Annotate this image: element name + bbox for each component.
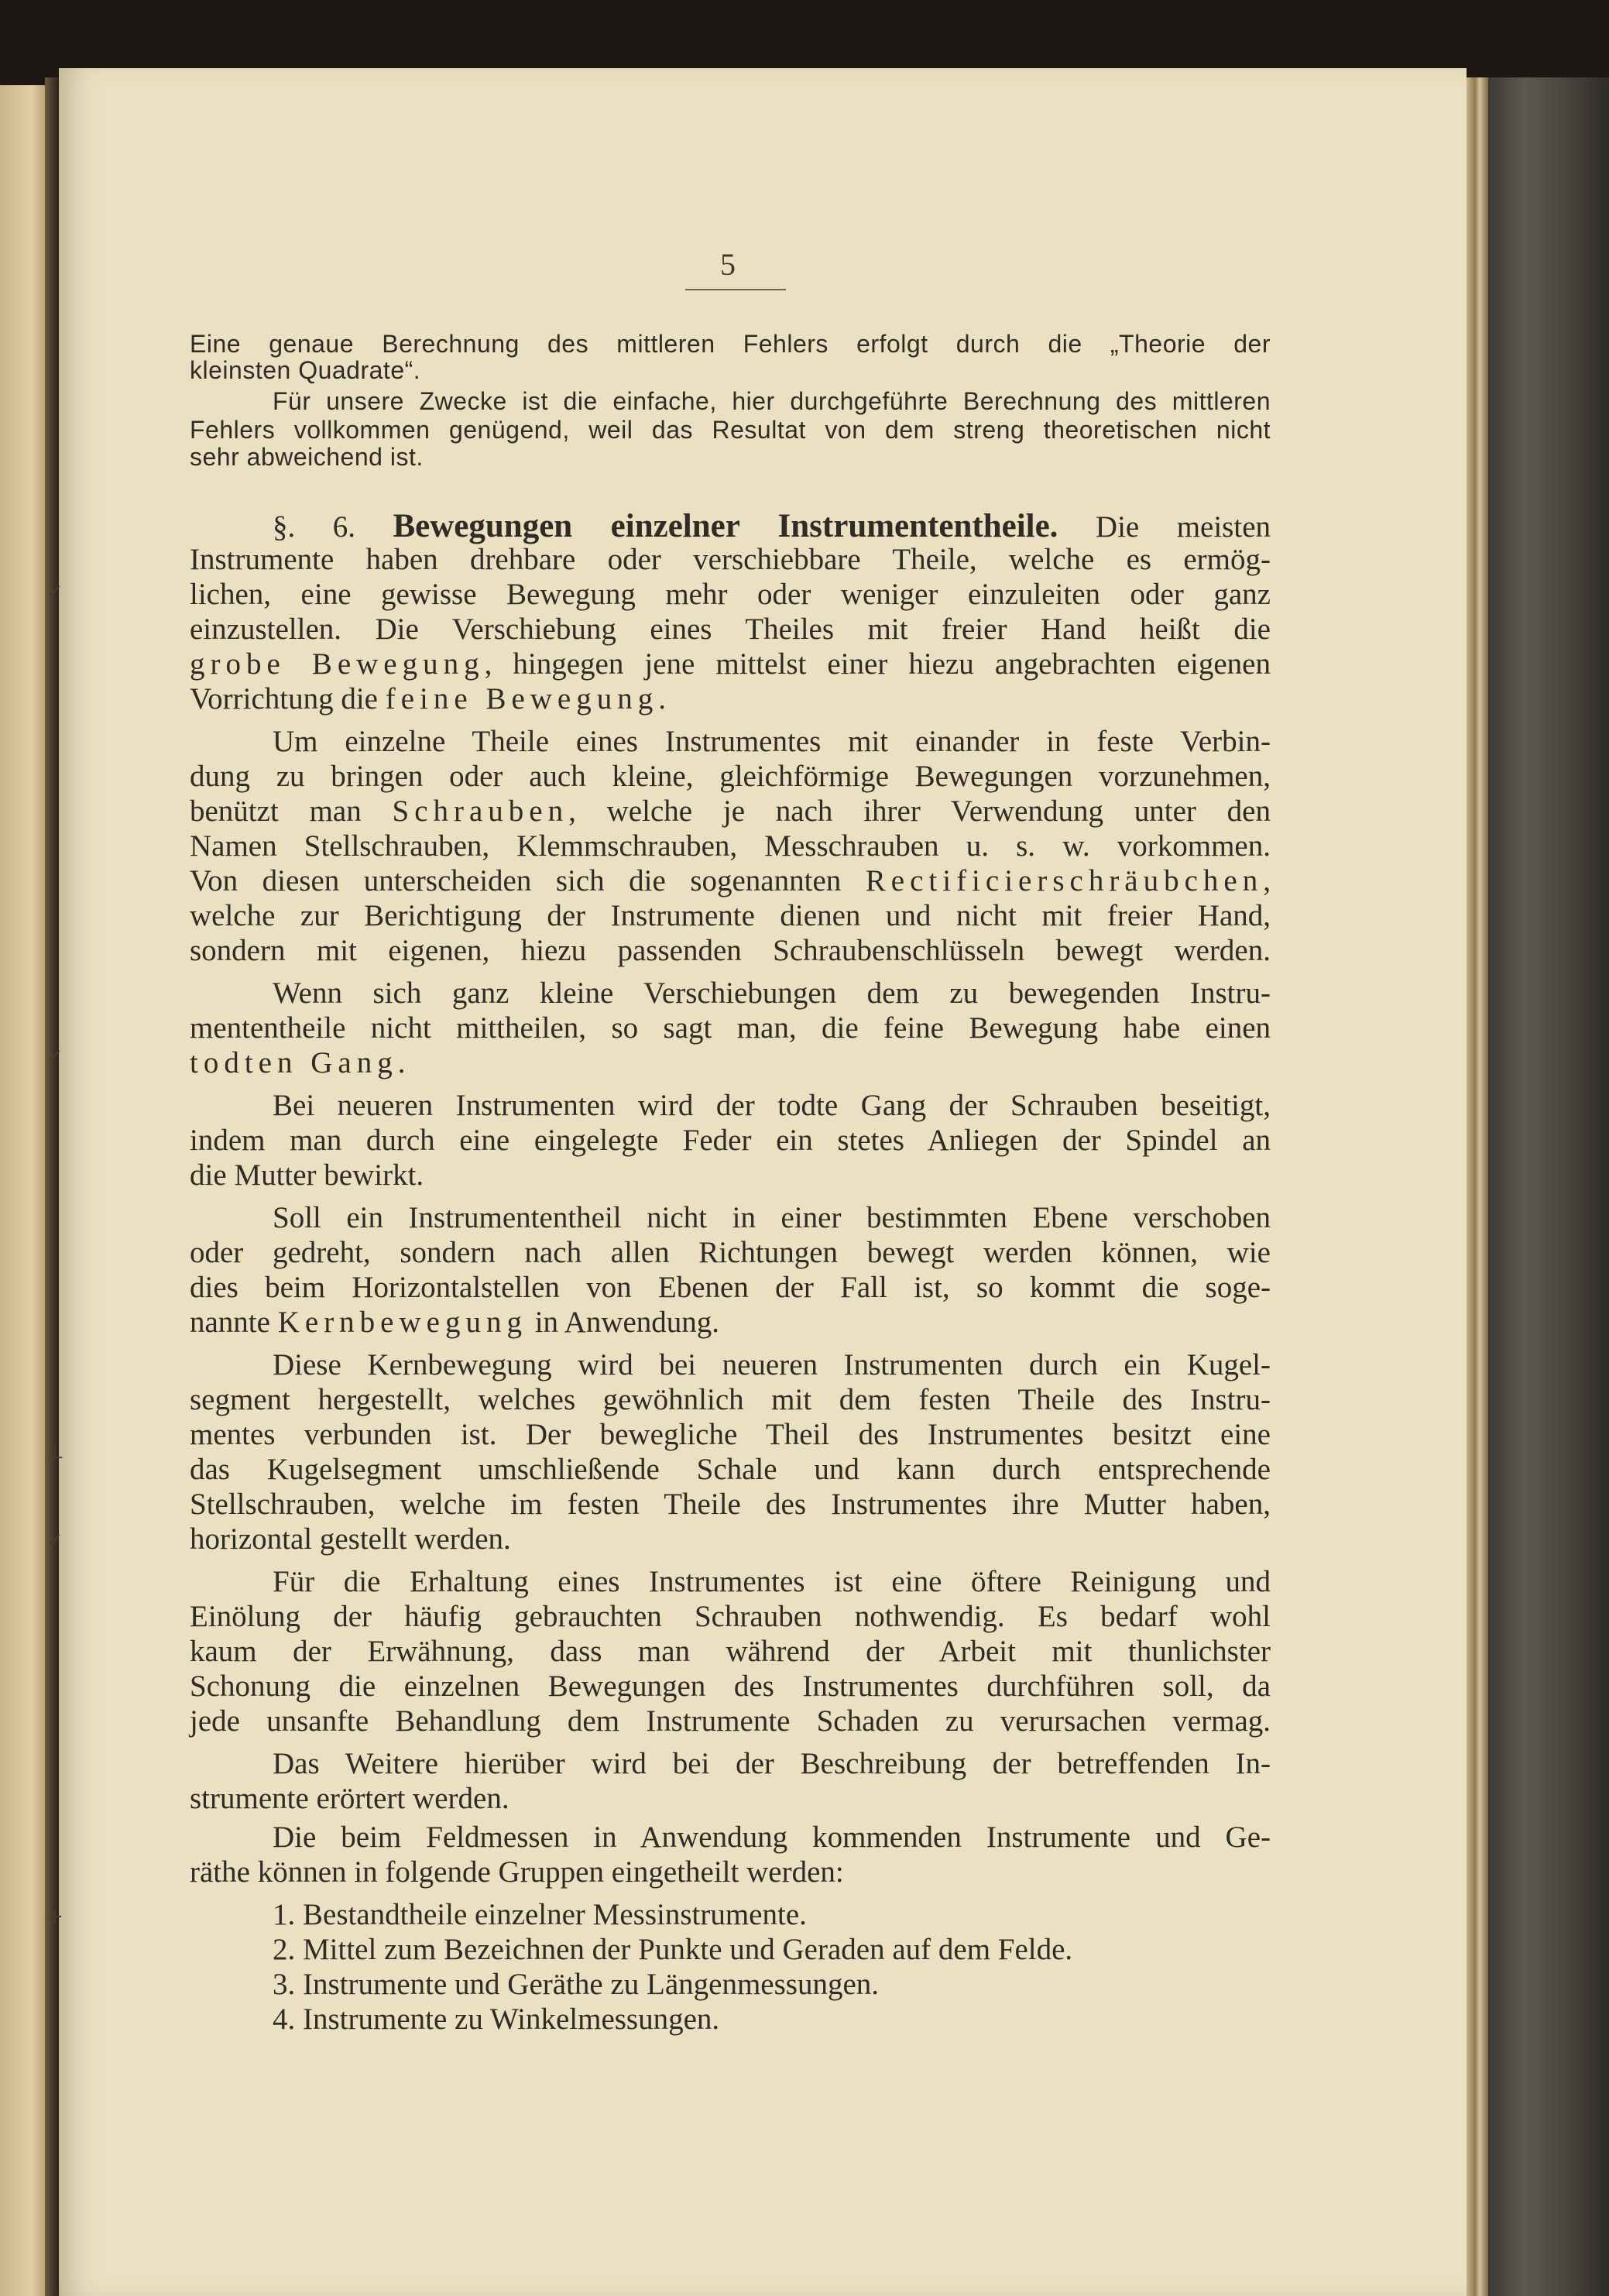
text-line: räthe können in folgende Gruppen eingetheilt werden: [190, 1855, 844, 1889]
text-line: Für die Erhaltung eines Instrumentes ist eine öftere Reinigung und [273, 1565, 1271, 1598]
text-line: kleinsten Quadrate“. [190, 356, 421, 384]
text-line: dung zu bringen oder auch kleine, gleichförmige Bewegungen vorzunehmen, [190, 760, 1271, 793]
text-line: kaum der Erwähnung, dass man während der Arbeit mit thunlichster [190, 1635, 1271, 1668]
margin-mark: ✓ [46, 1045, 63, 1069]
text-line: horizontal gestellt werden. [190, 1522, 511, 1556]
page-number-rule [685, 289, 786, 290]
text-line: Namen Stellschrauben, Klemmschrauben, Messchrauben u. s. w. vorkommen. [190, 829, 1271, 863]
text-line: Vorrichtung die feine Bewegung. [190, 682, 666, 716]
text-line: einzustellen. Die Verschiebung eines Theiles mit freier Hand heißt die [190, 613, 1271, 646]
text-line: grobe Bewegung, hingegen jene mittelst einer hiezu angebrachten eigenen [190, 647, 1271, 681]
list-item: 2. Mittel zum Bezeichnen der Punkte und Geraden auf dem Felde. [273, 1933, 1073, 1966]
text-line: sehr abweichend ist. [190, 443, 424, 471]
text-line: mentes verbunden ist. Der bewegliche Theil des Instrumentes besitzt eine [190, 1418, 1271, 1451]
text-line: Einölung der häufig gebrauchten Schrauben nothwendig. Es bedarf wohl [190, 1600, 1271, 1633]
list-item: 1. Bestandtheile einzelner Messinstrumente. [273, 1898, 807, 1931]
text-line: Von diesen unterscheiden sich die sogenannten Rectificierschräubchen, [190, 864, 1271, 897]
text-line: Die beim Feldmessen in Anwendung kommenden Instrumente und Ge- [273, 1821, 1271, 1854]
text-line: nannte Kernbewegung in Anwendung. [190, 1306, 720, 1339]
text-line: das Kugelsegment umschließende Schale und kann durch entsprechende [190, 1453, 1271, 1486]
text-line: oder gedreht, sondern nach allen Richtungen bewegt werden können, wie [190, 1236, 1271, 1269]
text-line: Um einzelne Theile eines Instrumentes mit einander in feste Verbin- [273, 725, 1271, 758]
text-line: Stellschrauben, welche im festen Theile des Instrumentes ihre Mutter haben, [190, 1488, 1271, 1521]
left-page-edge [0, 85, 45, 2296]
page-number: 5 [720, 247, 736, 282]
list-item: 3. Instrumente und Geräthe zu Längenmessungen. [273, 1968, 880, 2001]
text-line: mententheile nicht mittheilen, so sagt man, die feine Bewegung habe einen [190, 1011, 1271, 1045]
book-gutter [45, 77, 59, 2296]
text-line: Fehlers vollkommen genügend, weil das Resultat von dem streng theoretischen nicht [190, 416, 1271, 444]
margin-mark: ✓ [46, 581, 63, 604]
text-line: benützt man Schrauben, welche je nach ihrer Verwendung unter den [190, 795, 1271, 828]
text-line: indem man durch eine eingelegte Feder ein stetes Anliegen der Spindel an [190, 1124, 1271, 1157]
text-line: strumente erörtert werden. [190, 1782, 509, 1815]
text-line: Für unsere Zwecke ist die einfache, hier durchgeführte Berechnung des mittleren [273, 387, 1271, 415]
text-line: Instrumente haben drehbare oder verschiebbare Theile, welche es ermög- [190, 543, 1271, 576]
text-line: die Mutter bewirkt. [190, 1158, 424, 1192]
section-heading-line: §. 6. Bewegungen einzelner Instrumententheile. Die meisten [273, 508, 1271, 544]
section-heading: Bewegungen einzelner Instrumententheile. [393, 508, 1058, 544]
text-line: Soll ein Instrumententheil nicht in einer bestimmten Ebene verschoben [273, 1201, 1271, 1234]
text-line: Bei neueren Instrumenten wird der todte Gang der Schrauben beseitigt, [273, 1089, 1271, 1122]
text-line: segment hergestellt, welches gewöhnlich mit dem festen Theile des Instru- [190, 1383, 1271, 1416]
text-line: welche zur Berichtigung der Instrumente dienen und nicht mit freier Hand, [190, 899, 1271, 932]
book-cover [1488, 77, 1609, 2296]
text-line: Eine genaue Berechnung des mittleren Fehlers erfolgt durch die „Theorie der [190, 330, 1271, 358]
margin-mark: + [46, 1905, 63, 1928]
text-line: sondern mit eigenen, hiezu passenden Schraubenschlüsseln bewegt werden. [190, 934, 1271, 967]
text-line: Das Weitere hierüber wird bei der Beschreibung der betreffenden In- [273, 1747, 1271, 1780]
text-line: Diese Kernbewegung wird bei neueren Instrumenten durch ein Kugel- [273, 1348, 1271, 1381]
text-line: Wenn sich ganz kleine Verschiebungen dem zu bewegenden Instru- [273, 976, 1271, 1010]
text-line: dies beim Horizontalstellen von Ebenen der Fall ist, so kommt die soge- [190, 1271, 1271, 1304]
page-stack-edge [1467, 77, 1488, 2296]
list-item: 4. Instrumente zu Winkelmessungen. [273, 2003, 720, 2036]
text-line: jede unsanfte Behandlung dem Instrumente Schaden zu verursachen vermag. [190, 1704, 1271, 1738]
text-line: lichen, eine gewisse Bewegung mehr oder weniger einzuleiten oder ganz [190, 578, 1271, 611]
text-line: todten Gang. [190, 1046, 406, 1079]
text-line: Schonung die einzelnen Bewegungen des Instrumentes durchführen soll, da [190, 1670, 1271, 1703]
margin-mark: ⊥ [46, 1440, 64, 1464]
margin-mark: ✓ [46, 1529, 63, 1553]
